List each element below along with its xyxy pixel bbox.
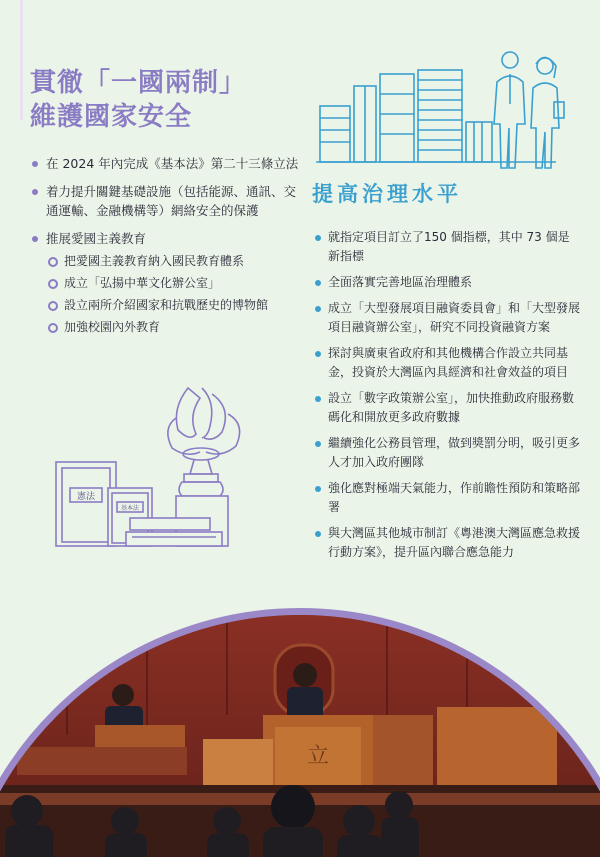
city-people-illustration-icon xyxy=(316,44,582,176)
right-item-1: 就指定項目訂立了150 個指標，其中 73 個是新指標 xyxy=(312,228,580,266)
left-section xyxy=(30,66,300,346)
right-list xyxy=(312,228,580,562)
left-title-line1: 貫徹「一國兩制」 xyxy=(30,68,247,98)
right-item-8: 與大灣區其他城市制訂《粵港澳大灣區應急救援行動方案》，提升區內聯合應急能力 xyxy=(312,524,580,562)
right-item-4: 探討與廣東省政府和其他機構合作設立共同基金，投資於大灣區內具經濟和社會效益的項目 xyxy=(312,344,580,382)
right-item-6: 繼續強化公務員管理，做到獎罰分明，吸引更多人才加入政府團隊 xyxy=(312,434,580,472)
right-section xyxy=(312,178,580,569)
left-item-3-label: 推展愛國主義教育 xyxy=(46,231,147,246)
books-trophy-illustration-icon xyxy=(50,378,255,553)
right-title: 提高治理水平 xyxy=(312,182,462,206)
svg-text:立: 立 xyxy=(306,744,330,769)
book-small-label: 基本法 xyxy=(120,505,140,512)
legco-photo xyxy=(0,608,600,857)
right-item-2: 全面落實完善地區治理體系 xyxy=(312,273,580,292)
left-subitem-4: 加強校園內外教育 xyxy=(46,318,300,337)
left-sublist xyxy=(46,252,300,337)
photo-circle-frame xyxy=(0,608,600,857)
right-item-3: 成立「大型發展項目融資委員會」和「大型發展項目融資辦公室」，研究不同投資融資方案 xyxy=(312,299,580,337)
left-item-3 xyxy=(30,229,300,337)
left-subitem-1: 把愛國主義教育納入國民教育體系 xyxy=(46,252,300,271)
left-subitem-2: 成立「弘揚中華文化辦公室」 xyxy=(46,274,300,293)
left-item-2: 着力提升關鍵基礎設施（包括能源、通訊、交通運輸、金融機構等）網絡安全的保護 xyxy=(30,182,300,220)
left-list xyxy=(30,154,300,337)
chamber-scene-icon xyxy=(0,615,600,857)
top-accent-line xyxy=(20,0,23,120)
right-item-5: 設立「數字政策辦公室」，加快推動政府服務數碼化和開放更多政府數據 xyxy=(312,389,580,427)
right-item-7: 強化應對極端天氣能力，作前瞻性預防和策略部署 xyxy=(312,479,580,517)
left-subitem-3: 設立兩所介紹國家和抗戰歷史的博物館 xyxy=(46,296,300,315)
left-title-line2: 維護國家安全 xyxy=(30,102,193,132)
book-large-label: 憲法 xyxy=(76,492,96,502)
left-item-1: 在 2024 年內完成《基本法》第二十三條立法 xyxy=(30,154,300,173)
left-title xyxy=(30,66,300,134)
